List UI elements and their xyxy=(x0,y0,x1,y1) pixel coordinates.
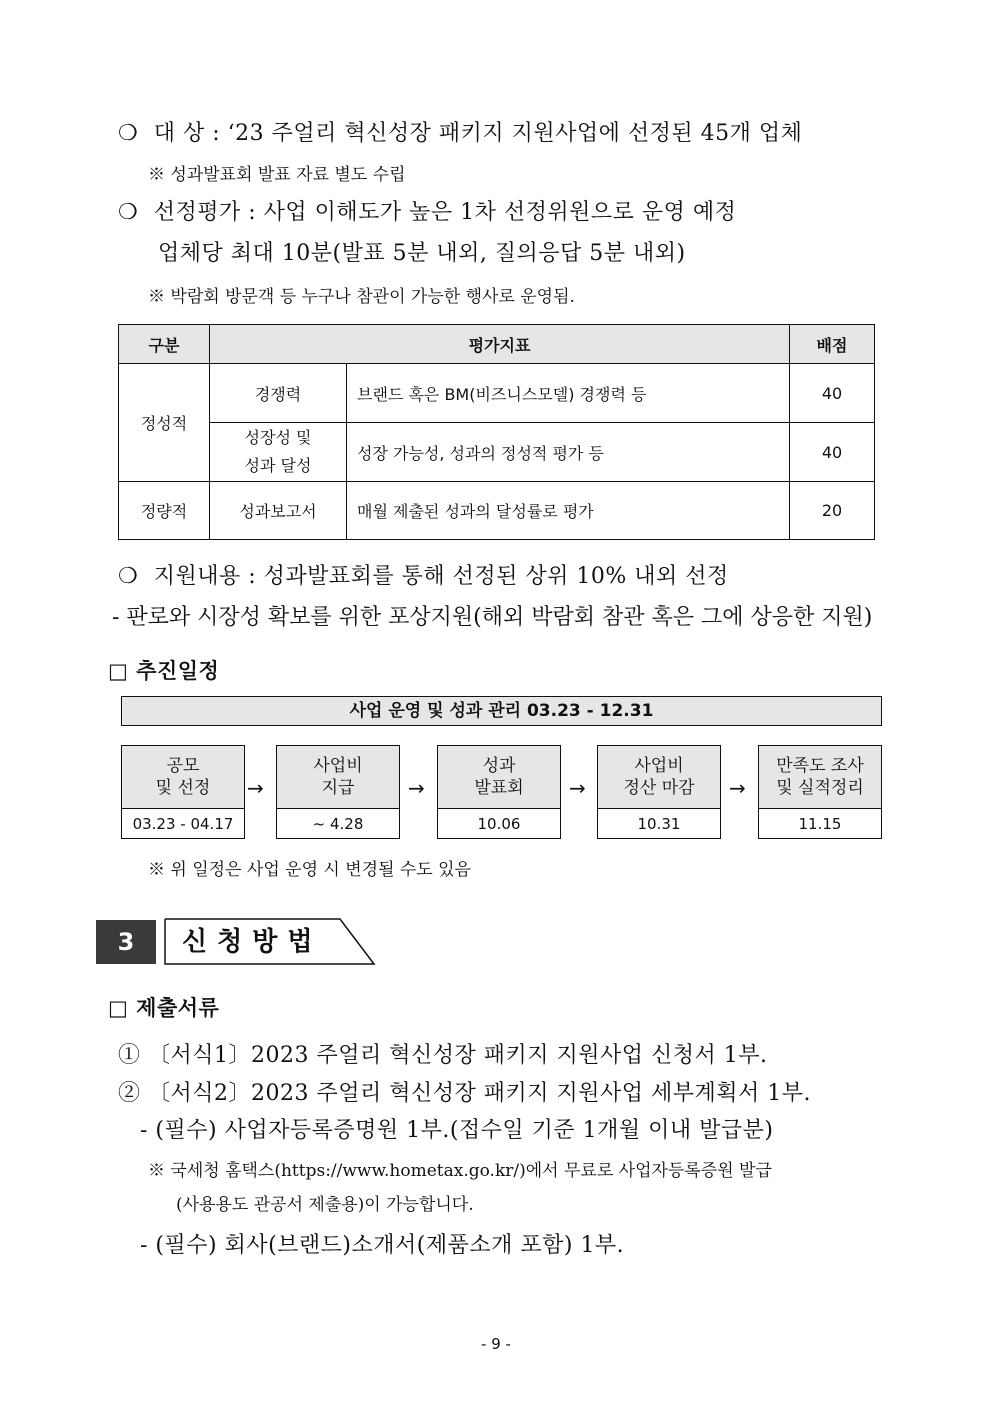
item-growth-line2: 성과 달성 xyxy=(244,456,312,475)
schedule-step-survey xyxy=(758,745,882,839)
circle-bullet-icon: ❍ xyxy=(118,121,139,146)
support-text: 지원내용 : 성과발표회를 통해 선정된 상위 10% 내외 선정 xyxy=(153,564,729,589)
table-row xyxy=(119,482,875,540)
schedule-note: ※ 위 일정은 사업 운영 시 변경될 수도 있음 xyxy=(148,860,471,880)
schedule-step-recruit xyxy=(121,745,245,839)
schedule-bar: 사업 운영 및 성과 관리 03.23 - 12.31 xyxy=(121,696,882,726)
schedule-heading: □ 추진일정 xyxy=(108,659,220,683)
docs-note-line2: (사용용도 관공서 제출용)이 가능합니다. xyxy=(176,1195,474,1215)
score-report: 20 xyxy=(790,482,875,540)
docs-note-line1: ※ 국세청 홈택스(https://www.hometax.go.kr/)에서 무료로 사업자등록증원 발급 xyxy=(148,1161,772,1181)
docs-heading: □ 제출서류 xyxy=(108,996,220,1020)
selection-line2: 업체당 최대 10분(발표 5분 내외, 질의응답 5분 내외) xyxy=(158,241,686,266)
docs-required-1: - (필수) 사업자등록증명원 1부.(접수일 기준 1개월 이내 발급분) xyxy=(140,1118,774,1143)
step-date: 03.23 - 04.17 xyxy=(132,815,234,833)
step-date: 10.31 xyxy=(637,815,681,833)
step-date: 11.15 xyxy=(798,815,842,833)
right-arrow-icon: → xyxy=(247,776,264,800)
step-label-line1: 사업비 xyxy=(313,756,363,776)
target-line xyxy=(118,116,802,147)
desc-growth: 성장 가능성, 성과의 정성적 평가 등 xyxy=(347,423,790,482)
item-growth-line1: 성장성 및 xyxy=(244,428,312,447)
item-competitiveness: 경쟁력 xyxy=(210,364,347,423)
step-label-line1: 사업비 xyxy=(634,756,684,776)
header-category: 구분 xyxy=(119,325,210,364)
page-number: - 9 - xyxy=(481,1335,511,1353)
table-header-row xyxy=(119,325,875,364)
table-row xyxy=(119,423,875,482)
step-label-line2: 및 선정 xyxy=(155,778,211,798)
step-date: ~ 4.28 xyxy=(312,815,364,833)
right-arrow-icon: → xyxy=(729,776,746,800)
evaluation-table xyxy=(118,324,875,540)
support-detail: - 판로와 시장성 확보를 위한 포상지원(해외 박람회 참관 혹은 그에 상응한 지원) xyxy=(112,605,873,630)
section-title: 신청방법 xyxy=(182,927,323,957)
item-growth xyxy=(210,423,347,482)
selection-line xyxy=(118,195,736,226)
step-date: 10.06 xyxy=(477,815,521,833)
target-text: 대 상 : ‘23 주얼리 혁신성장 패키지 지원사업에 선정된 45개 업체 xyxy=(153,121,803,146)
table-row xyxy=(119,364,875,423)
item-report: 성과보고서 xyxy=(210,482,347,540)
support-line xyxy=(118,559,729,590)
docs-item-1: ① 〔서식1〕2023 주얼리 혁신성장 패키지 지원사업 신청서 1부. xyxy=(118,1043,768,1068)
selection-note: ※ 박람회 방문객 등 누구나 참관이 가능한 행사로 운영됨. xyxy=(148,287,575,307)
step-label-line2: 및 실적정리 xyxy=(776,778,864,798)
docs-required-2: - (필수) 회사(브랜드)소개서(제품소개 포함) 1부. xyxy=(140,1233,625,1258)
group-qualitative: 정성적 xyxy=(119,364,210,482)
score-competitiveness: 40 xyxy=(790,364,875,423)
step-label-line1: 만족도 조사 xyxy=(776,756,864,776)
section-number: 3 xyxy=(96,920,156,964)
step-label-line1: 공모 xyxy=(166,756,200,776)
step-label-line2: 발표회 xyxy=(474,778,524,798)
schedule-step-presentation xyxy=(437,745,561,839)
step-label-line2: 정산 마감 xyxy=(623,778,695,798)
schedule-step-funding xyxy=(276,745,400,839)
header-score: 배점 xyxy=(790,325,875,364)
group-quantitative: 정량적 xyxy=(119,482,210,540)
target-note: ※ 성과발표회 발표 자료 별도 수립 xyxy=(148,165,406,185)
selection-text: 선정평가 : 사업 이해도가 높은 1차 선정위원으로 운영 예정 xyxy=(153,200,737,225)
step-label-line1: 성과 xyxy=(482,756,516,776)
docs-item-2: ② 〔서식2〕2023 주얼리 혁신성장 패키지 지원사업 세부계획서 1부. xyxy=(118,1081,811,1106)
header-indicator: 평가지표 xyxy=(210,325,790,364)
score-growth: 40 xyxy=(790,423,875,482)
step-label-line2: 지급 xyxy=(321,778,355,798)
circle-bullet-icon: ❍ xyxy=(118,564,139,589)
schedule-step-settlement xyxy=(597,745,721,839)
right-arrow-icon: → xyxy=(408,776,425,800)
right-arrow-icon: → xyxy=(569,776,586,800)
circle-bullet-icon: ❍ xyxy=(118,200,139,225)
desc-report: 매월 제출된 성과의 달성률로 평가 xyxy=(347,482,790,540)
desc-competitiveness: 브랜드 혹은 BM(비즈니스모델) 경쟁력 등 xyxy=(347,364,790,423)
